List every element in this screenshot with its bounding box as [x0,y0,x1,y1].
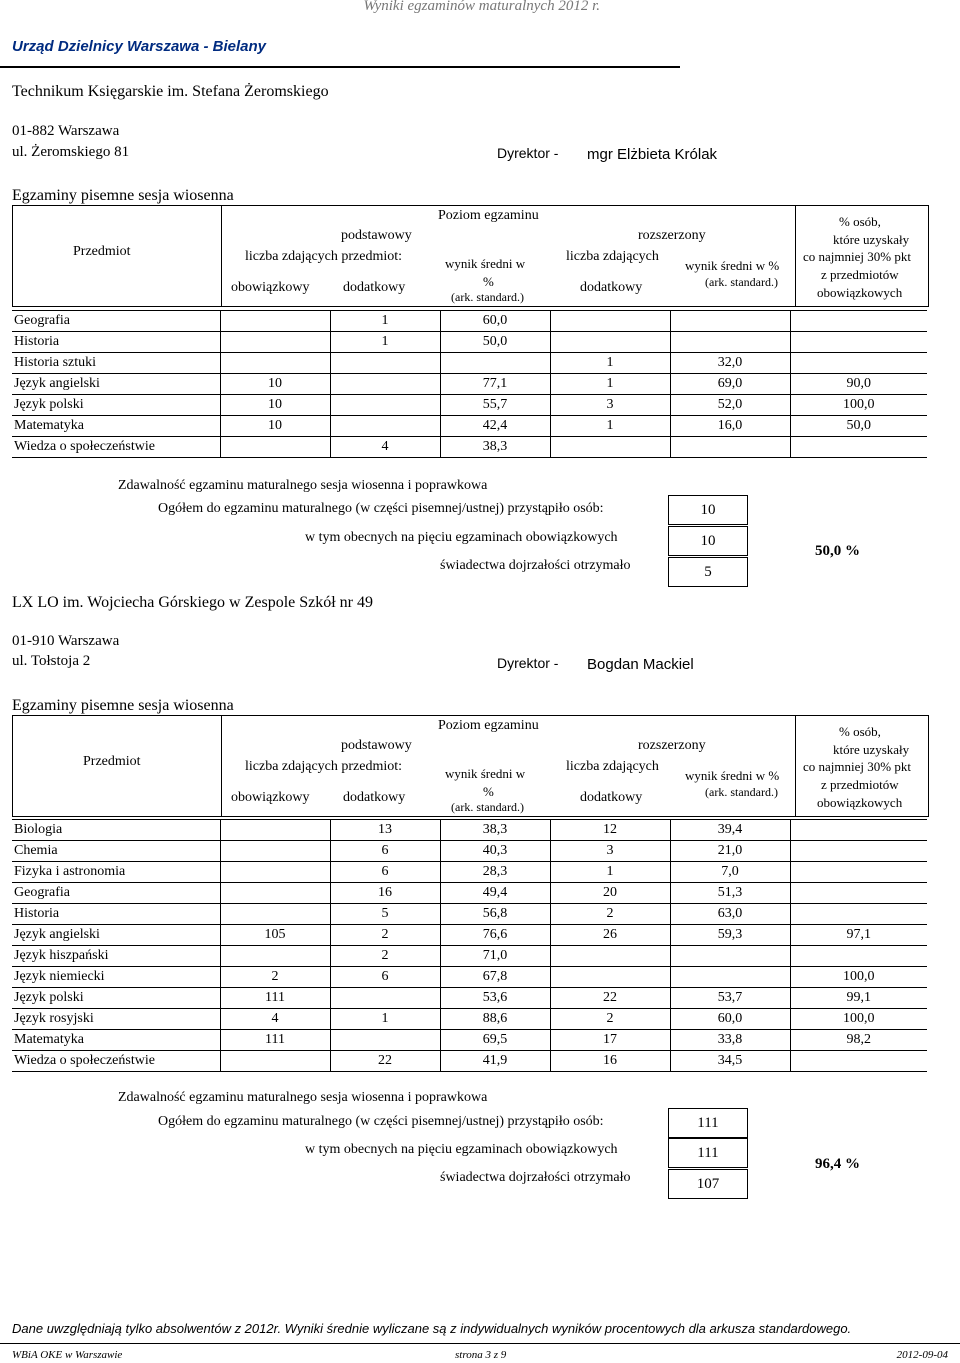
cell-wynik: 38,3 [440,437,550,458]
cell-wynik-r [670,311,790,332]
cell-subject: Geografia [12,883,220,904]
cell-wynik: 49,4 [440,883,550,904]
table-row [12,332,927,353]
cell-subject: Język angielski [12,925,220,946]
summary-title: Zdawalność egzaminu maturalnego sesja wiosenna i poprawkowa [118,478,488,493]
table-row [12,904,927,925]
cell-wynik: 69,5 [440,1030,550,1051]
cell-dodatkowy: 2 [330,946,440,967]
director-name: Bogdan Mackiel [587,656,694,673]
summary-cert-label: świadectwa dojrzałości otrzymało [440,1170,631,1185]
cell-dodatkowy: 6 [330,967,440,988]
table-row [12,1030,927,1051]
cell-wynik-r: 16,0 [670,416,790,437]
summary-rate: 96,4 % [815,1156,860,1172]
cell-wynik-r [670,967,790,988]
cell-subject: Wiedza o społeczeństwie [12,1051,220,1072]
cell-rozszerzony: 22 [550,988,670,1009]
cell-obowiazkowy: 111 [220,988,330,1009]
section-title: Egzaminy pisemne sesja wiosenna [12,187,234,204]
cell-obowiazkowy: 10 [220,395,330,416]
cell-wynik-r: 21,0 [670,841,790,862]
col-dodatkowy: dodatkowy [343,790,406,805]
cell-dodatkowy [330,1030,440,1051]
cell-wynik: 53,6 [440,988,550,1009]
cell-wynik-r: 59,3 [670,925,790,946]
cell-rozszerzony: 1 [550,862,670,883]
cell-pct-osob [790,1051,927,1072]
cell-rozszerzony: 17 [550,1030,670,1051]
cell-wynik: 77,1 [440,374,550,395]
cell-rozszerzony: 3 [550,841,670,862]
school-name: Technikum Księgarskie im. Stefana Żeromskiego [12,83,329,100]
cell-wynik: 71,0 [440,946,550,967]
cell-subject: Język polski [12,395,220,416]
cell-obowiazkowy: 111 [220,1030,330,1051]
cell-rozszerzony: 1 [550,353,670,374]
col-obowiazkowy: obowiązkowy [231,280,310,295]
cell-wynik-r: 52,0 [670,395,790,416]
cell-dodatkowy: 13 [330,820,440,841]
table-row [12,988,927,1009]
footer-page: strona 3 z 9 [455,1349,507,1361]
cell-subject: Historia [12,332,220,353]
cell-wynik: 56,8 [440,904,550,925]
cell-dodatkowy: 6 [330,841,440,862]
cell-subject: Język angielski [12,374,220,395]
col-dodatkowy: dodatkowy [343,280,406,295]
cell-rozszerzony [550,311,670,332]
summary-title: Zdawalność egzaminu maturalnego sesja wiosenna i poprawkowa [118,1090,488,1105]
cell-pct-osob [790,883,927,904]
cell-wynik: 55,7 [440,395,550,416]
footer-divider [0,1343,960,1344]
section-title: Egzaminy pisemne sesja wiosenna [12,697,234,714]
summary-total-value: 10 [668,495,748,525]
cell-dodatkowy: 6 [330,862,440,883]
cell-obowiazkowy [220,904,330,925]
school-postal: 01-882 Warszawa [12,123,120,139]
col-podstawowy: podstawowy [341,738,412,753]
cell-subject: Historia sztuki [12,353,220,374]
col-osob-2: które uzyskały [833,232,910,247]
cell-pct-osob: 100,0 [790,967,927,988]
col-wynik-sredni: wynik średni w [445,256,526,271]
table-row [12,416,927,437]
school-postal: 01-910 Warszawa [12,633,120,649]
col-wynik-sredni: wynik średni w [445,766,526,781]
col-przedmiot: Przedmiot [83,754,141,769]
col-osob-5: obowiązkowych [817,795,903,810]
cell-wynik: 40,3 [440,841,550,862]
summary-present-label: w tym obecnych na pięciu egzaminach obowiązkowych [305,1142,618,1157]
header-divider [0,66,680,68]
col-liczba-przedmiot: liczba zdających przedmiot: [245,249,403,264]
cell-rozszerzony [550,967,670,988]
col-osob-3: co najmniej 30% pkt [803,759,911,774]
col-rozszerzony: rozszerzony [638,228,706,243]
cell-wynik-r: 7,0 [670,862,790,883]
cell-rozszerzony: 26 [550,925,670,946]
col-ark: (ark. standard.) [451,800,524,814]
col-osob-4: z przedmiotów [821,267,899,282]
cell-wynik: 38,3 [440,820,550,841]
cell-subject: Historia [12,904,220,925]
col-osob-1: % osób, [839,724,881,739]
cell-obowiazkowy: 10 [220,374,330,395]
col-ark: (ark. standard.) [451,290,524,304]
col-dodatkowy-r: dodatkowy [580,280,643,295]
cell-pct-osob: 99,1 [790,988,927,1009]
cell-wynik-r [670,332,790,353]
footer-note: Dane uwzględniają tylko absolwentów z 2012r. Wyniki średnie wyliczane są z indywidualnych wyników procentowych dla arkusza standardowego. [12,1321,852,1336]
cell-pct-osob [790,862,927,883]
footer-date: 2012-09-04 [896,1349,948,1361]
cell-dodatkowy: 16 [330,883,440,904]
cell-subject: Biologia [12,820,220,841]
cell-dodatkowy [330,988,440,1009]
summary-cert-value: 5 [668,557,748,587]
table-row [12,820,927,841]
school-street: ul. Tołstoja 2 [12,653,91,669]
summary-total-label: Ogółem do egzaminu maturalnego (w części pisemnej/ustnej) przystąpiło osób: [158,1114,604,1129]
cell-obowiazkowy: 4 [220,1009,330,1030]
cell-obowiazkowy [220,311,330,332]
cell-obowiazkowy: 10 [220,416,330,437]
cell-rozszerzony: 20 [550,883,670,904]
cell-wynik-r: 51,3 [670,883,790,904]
table-row [12,925,927,946]
cell-dodatkowy: 4 [330,437,440,458]
table-header [12,715,929,817]
col-osob-2: które uzyskały [833,742,910,757]
table-row [12,353,927,374]
cell-pct-osob: 50,0 [790,416,927,437]
cell-obowiazkowy [220,946,330,967]
col-poziom: Poziom egzaminu [438,718,539,733]
cell-subject: Matematyka [12,1030,220,1051]
director-label: Dyrektor - [497,145,559,161]
cell-dodatkowy [330,353,440,374]
cell-rozszerzony [550,332,670,353]
results-table [12,310,927,458]
cell-rozszerzony: 16 [550,1051,670,1072]
col-wynik-sredni-r: wynik średni w % [685,768,780,783]
table-row [12,395,927,416]
table-row [12,841,927,862]
cell-wynik-r: 60,0 [670,1009,790,1030]
cell-obowiazkowy: 105 [220,925,330,946]
cell-wynik: 67,8 [440,967,550,988]
cell-dodatkowy [330,416,440,437]
cell-rozszerzony: 12 [550,820,670,841]
col-osob-3: co najmniej 30% pkt [803,249,911,264]
summary-cert-label: świadectwa dojrzałości otrzymało [440,558,631,573]
cell-pct-osob [790,311,927,332]
summary-rate: 50,0 % [815,543,860,559]
table-row [12,437,927,458]
cell-subject: Język niemiecki [12,967,220,988]
col-ark-r: (ark. standard.) [705,785,778,799]
cell-dodatkowy: 5 [330,904,440,925]
office-name: Urząd Dzielnicy Warszawa - Bielany [12,38,266,55]
cell-pct-osob: 90,0 [790,374,927,395]
cell-pct-osob: 97,1 [790,925,927,946]
col-osob-4: z przedmiotów [821,777,899,792]
cell-wynik [440,353,550,374]
cell-obowiazkowy [220,1051,330,1072]
cell-dodatkowy [330,374,440,395]
cell-wynik-r [670,946,790,967]
cell-subject: Wiedza o społeczeństwie [12,437,220,458]
summary-present-value: 10 [668,526,748,556]
cell-rozszerzony [550,437,670,458]
cell-subject: Język polski [12,988,220,1009]
col-liczba-zdajacych: liczba zdających [566,759,659,774]
cell-subject: Język hiszpański [12,946,220,967]
cell-subject: Chemia [12,841,220,862]
cell-wynik: 42,4 [440,416,550,437]
cell-pct-osob [790,946,927,967]
summary-cert-value: 107 [668,1169,748,1199]
cell-pct-osob [790,820,927,841]
cell-obowiazkowy [220,353,330,374]
results-table [12,819,927,1072]
summary-present-label: w tym obecnych na pięciu egzaminach obowiązkowych [305,530,618,545]
col-osob-1: % osób, [839,214,881,229]
table-row [12,862,927,883]
cell-dodatkowy: 22 [330,1051,440,1072]
table-row [12,1009,927,1030]
cell-pct-osob: 100,0 [790,1009,927,1030]
cell-subject: Matematyka [12,416,220,437]
cell-wynik: 60,0 [440,311,550,332]
cell-dodatkowy: 1 [330,1009,440,1030]
cell-wynik-r: 32,0 [670,353,790,374]
summary-present-value: 111 [668,1138,748,1168]
cell-subject: Geografia [12,311,220,332]
cell-wynik-r: 33,8 [670,1030,790,1051]
cell-obowiazkowy [220,437,330,458]
director-label: Dyrektor - [497,655,559,671]
cell-rozszerzony: 1 [550,374,670,395]
table-row [12,1051,927,1072]
cell-wynik-r: 34,5 [670,1051,790,1072]
cell-wynik-r [670,437,790,458]
cell-obowiazkowy [220,820,330,841]
cell-pct-osob [790,332,927,353]
cell-pct-osob [790,353,927,374]
cell-wynik: 41,9 [440,1051,550,1072]
cell-rozszerzony: 3 [550,395,670,416]
cell-pct-osob [790,841,927,862]
col-pct: % [483,784,494,799]
col-wynik-sredni-r: wynik średni w % [685,258,780,273]
col-przedmiot: Przedmiot [73,244,131,259]
cell-wynik-r: 53,7 [670,988,790,1009]
cell-dodatkowy: 1 [330,332,440,353]
cell-dodatkowy: 2 [330,925,440,946]
cell-pct-osob: 100,0 [790,395,927,416]
cell-wynik: 76,6 [440,925,550,946]
cell-wynik-r: 63,0 [670,904,790,925]
cell-obowiazkowy [220,332,330,353]
col-rozszerzony: rozszerzony [638,738,706,753]
summary-total-label: Ogółem do egzaminu maturalnego (w części pisemnej/ustnej) przystąpiło osób: [158,501,604,516]
cell-pct-osob [790,437,927,458]
cell-wynik-r: 39,4 [670,820,790,841]
cell-rozszerzony [550,946,670,967]
director-name: mgr Elżbieta Królak [587,146,718,163]
col-dodatkowy-r: dodatkowy [580,790,643,805]
table-row [12,883,927,904]
school-name: LX LO im. Wojciecha Górskiego w Zespole Szkół nr 49 [12,594,374,611]
cell-rozszerzony: 2 [550,1009,670,1030]
cell-rozszerzony: 2 [550,904,670,925]
cell-subject: Język rosyjski [12,1009,220,1030]
col-obowiazkowy: obowiązkowy [231,790,310,805]
cell-wynik: 50,0 [440,332,550,353]
footer-org: WBiA OKE w Warszawie [12,1349,123,1361]
cell-rozszerzony: 1 [550,416,670,437]
table-row [12,967,927,988]
table-row [12,374,927,395]
cell-obowiazkowy: 2 [220,967,330,988]
col-pct: % [483,274,494,289]
col-osob-5: obowiązkowych [817,285,903,300]
summary-total-value: 111 [668,1108,748,1138]
table-row [12,946,927,967]
cell-obowiazkowy [220,883,330,904]
school-street: ul. Żeromskiego 81 [12,144,130,160]
cell-dodatkowy: 1 [330,311,440,332]
cell-dodatkowy [330,395,440,416]
col-liczba-zdajacych: liczba zdających [566,249,659,264]
cell-obowiazkowy [220,841,330,862]
table-header [12,205,929,307]
cell-pct-osob [790,904,927,925]
table-row [12,311,927,332]
col-liczba-przedmiot: liczba zdających przedmiot: [245,759,403,774]
cell-pct-osob: 98,2 [790,1030,927,1051]
report-title: Wyniki egzaminów maturalnych 2012 r. [363,0,600,14]
cell-obowiazkowy [220,862,330,883]
cell-wynik-r: 69,0 [670,374,790,395]
col-poziom: Poziom egzaminu [438,208,539,223]
col-podstawowy: podstawowy [341,228,412,243]
col-ark-r: (ark. standard.) [705,275,778,289]
cell-wynik: 88,6 [440,1009,550,1030]
cell-wynik: 28,3 [440,862,550,883]
cell-subject: Fizyka i astronomia [12,862,220,883]
